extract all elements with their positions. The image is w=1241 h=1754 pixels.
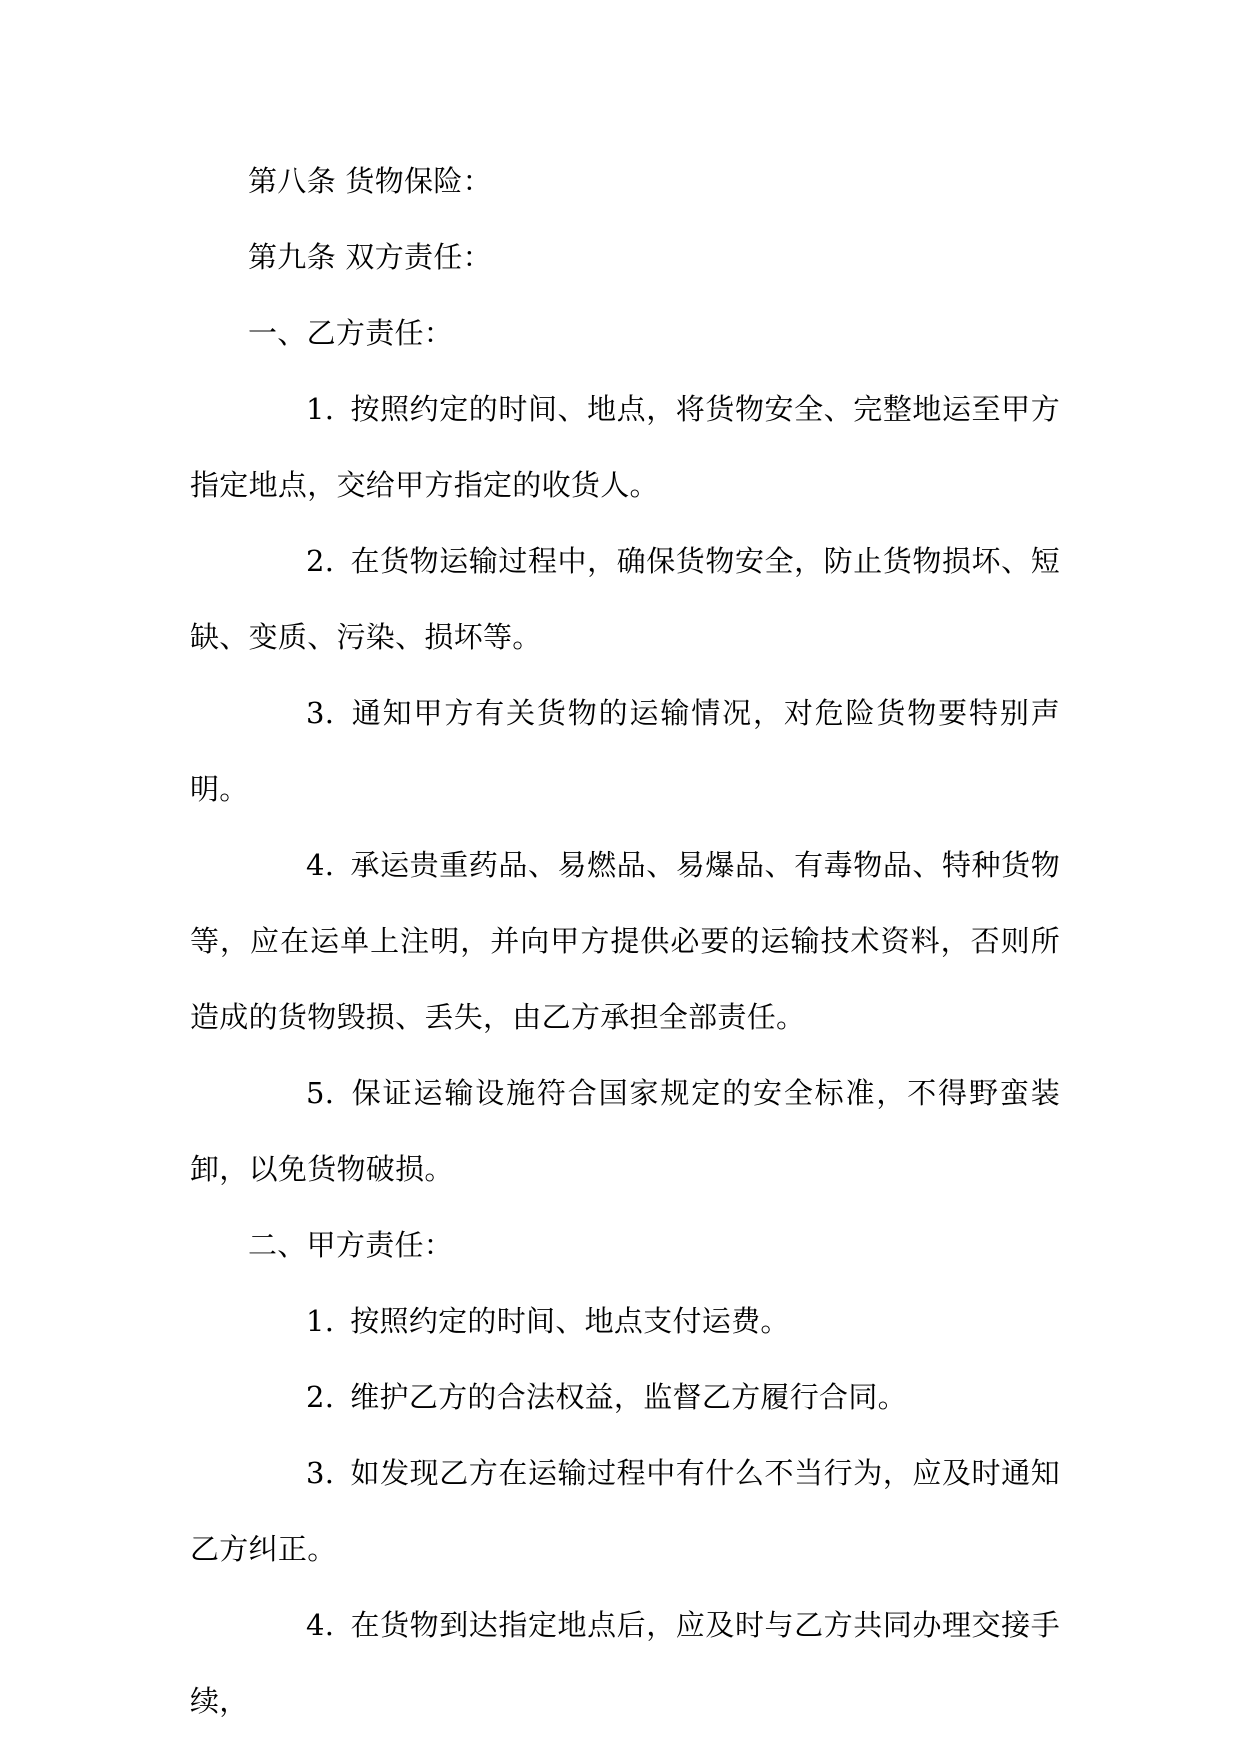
item-text: 按照约定的时间、地点，将货物安全、完整地运至甲方指定地点，交给甲方指定的收货人。 (190, 392, 1060, 502)
item-number: 3. (306, 696, 335, 730)
item-text: 在货物运输过程中，确保货物安全，防止货物损坏、短缺、变质、污染、损坏等。 (190, 544, 1060, 654)
article-8-heading: 第八条 货物保险： (248, 164, 492, 198)
item-text: 保证运输设施符合国家规定的安全标准，不得野蛮装卸，以免货物破损。 (190, 1076, 1060, 1186)
party-a-item-3 (190, 1435, 1060, 1587)
item-text: 承运贵重药品、易燃品、易爆品、有毒物品、特种货物等，应在运单上注明，并向甲方提供必要的运输技术资料，否则所造成的货物毁损、丢失，由乙方承担全部责任。 (190, 848, 1060, 1034)
item-text: 通知甲方有关货物的运输情况，对危险货物要特别声明。 (190, 696, 1060, 806)
item-text: 按照约定的时间、地点支付运费。 (350, 1304, 790, 1338)
party-a-item-2 (190, 1359, 1060, 1435)
party-b-section-heading: 一、乙方责任： (248, 316, 454, 350)
item-number: 2. (306, 544, 335, 578)
party-a-item-4 (190, 1587, 1060, 1739)
item-text: 如发现乙方在运输过程中有什么不当行为，应及时通知乙方纠正。 (190, 1456, 1060, 1566)
party-b-item-3 (190, 675, 1060, 827)
party-a-item-1 (190, 1283, 1060, 1359)
item-text: 在货物到达指定地点后，应及时与乙方共同办理交接手续， (190, 1608, 1060, 1718)
party-b-item-5 (190, 1055, 1060, 1207)
item-number: 1. (306, 1304, 335, 1338)
item-number: 4. (306, 1608, 335, 1642)
party-b-item-2 (190, 523, 1060, 675)
party-a-section-heading: 二、甲方责任： (248, 1228, 454, 1262)
item-text: 维护乙方的合法权益，监督乙方履行合同。 (350, 1380, 907, 1414)
document-body (190, 143, 1060, 1739)
party-b-item-4 (190, 827, 1060, 1055)
item-number: 2. (306, 1380, 335, 1414)
item-number: 4. (306, 848, 335, 882)
party-b-item-1 (190, 371, 1060, 523)
article-9-heading: 第九条 双方责任： (248, 240, 492, 274)
item-number: 3. (306, 1456, 335, 1490)
item-number: 1. (306, 392, 335, 426)
item-number: 5. (306, 1076, 335, 1110)
